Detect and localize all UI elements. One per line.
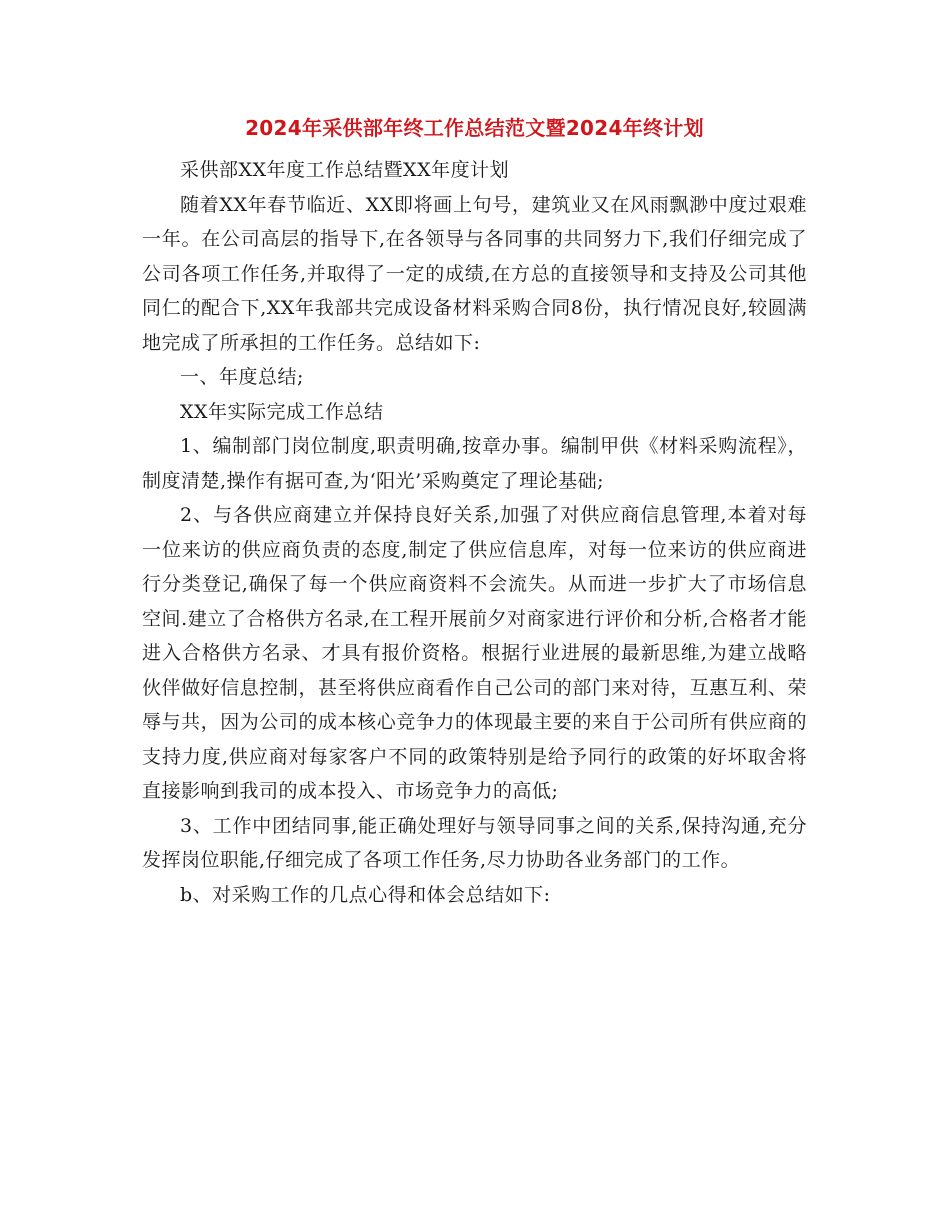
document-body	[142, 112, 807, 912]
document-title: 2024年采供部年终工作总结范文暨2024年终计划	[245, 116, 704, 140]
paragraph-item-b: b、对采购工作的几点心得和体会总结如下:	[180, 883, 551, 906]
paragraph-item-3: 3、工作中团结同事,能正确处理好与领导同事之间的关系,保持沟通,充分发挥岗位职能,仔细完成了各项工作任务,尽力协助各业务部门的工作。	[142, 814, 807, 871]
paragraph-intro: 随着XX年春节临近、XX即将画上句号，建筑业又在风雨飘渺中度过艰难一年。在公司高层的指导下,在各领导与各同事的共同努力下,我们仔细完成了公司各项工作任务,并取得了一定的成绩,在方总的直接领导和支持及公司其他同仁的配合下,XX年我部共完成设备材料采购合同8份，执行情况良好,较圆满地完成了所承担的工作任务。总结如下:	[142, 193, 807, 354]
paragraph-section-heading: 一、年度总结;	[180, 366, 304, 388]
paragraph-subtitle: 采供部XX年度工作总结暨XX年度计划	[180, 159, 510, 181]
paragraph-item-2: 2、与各供应商建立并保持良好关系,加强了对供应商信息管理,本着对每一位来访的供应商负责的态度,制定了供应信息库，对每一位来访的供应商进行分类登记,确保了每一个供应商资料不会流失。从而进一步扩大了市场信息空间.建立了合格供方名录,在工程开展前夕对商家进行评价和分析,合格者才能进入合格供方名录、才具有报价资格。根据行业进展的最新思维,为建立战略伙伴做好信息控制，甚至将供应商看作自己公司的部门来对待，互惠互利、荣辱与共，因为公司的成本核心竞争力的体现最主要的来自于公司所有供应商的支持力度,供应商对每家客户不同的政策特别是给予同行的政策的好坏取舍将直接影响到我司的成本投入、市场竞争力的高低;	[142, 504, 807, 802]
paragraph-item-1: 1、编制部门岗位制度,职责明确,按章办事。编制甲供《材料采购流程》，制度清楚,操作有据可查,为‘阳光’采购奠定了理论基础;	[142, 435, 807, 492]
paragraph-subheading: XX年实际完成工作总结	[180, 400, 384, 423]
